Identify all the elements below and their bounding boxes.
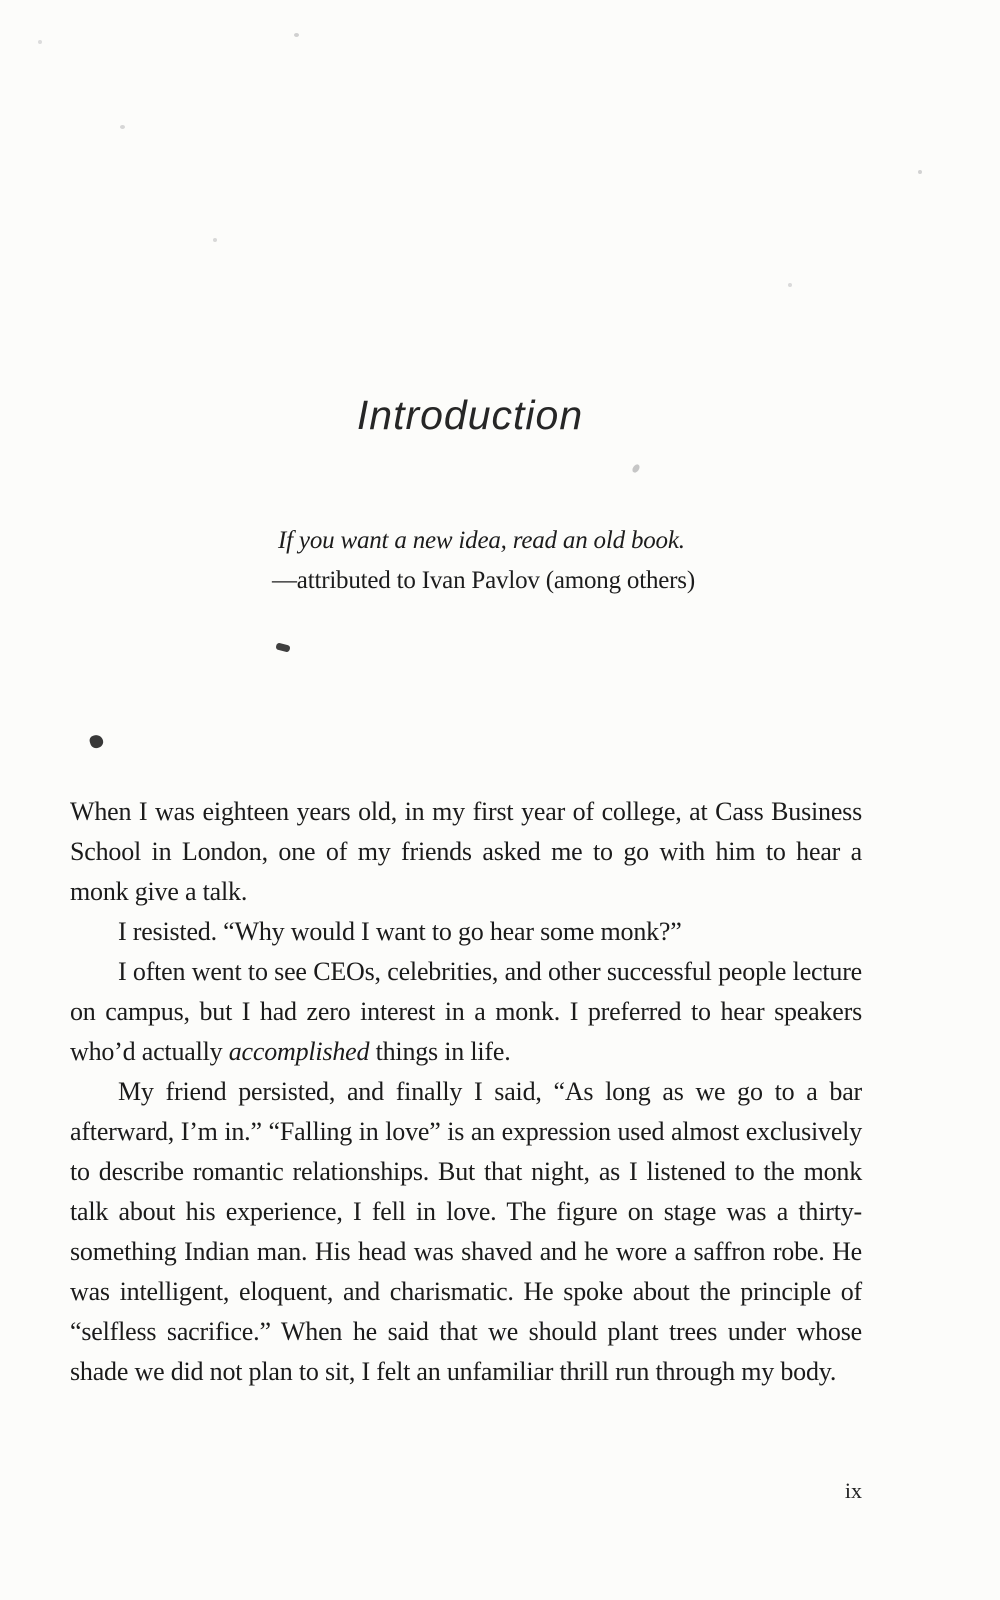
paragraph-3-text-post: things in life. [369,1037,511,1066]
epigraph [272,521,695,601]
chapter-title: Introduction [356,392,584,438]
scan-speck [631,463,641,474]
paragraph-2: I resisted. “Why would I want to go hear some monk?” [118,917,682,946]
scan-speck [918,170,922,174]
ink-speck [88,733,104,749]
ink-speck [275,642,290,652]
body-text [70,792,862,1392]
paragraph-4: My friend persisted, and finally I said, “As long as we go to a bar afterward, I’m in.” “Falling in love” is an expression used almost exclusively to describe romantic relationships. But that night, as I listened to the monk talk about his experience, I fell in love. The figure on stage was a thirty-something Indian man. His head was shaved and he wore a saffron robe. He was intelligent, eloquent, and charismatic. He spoke about the principle of “selfless sacrifice.” When he said that we should plant trees under whose shade we did not plan to sit, I felt an unfamiliar thrill run through my body. [70,1077,862,1386]
scan-speck [120,125,125,129]
paragraph-3-italic-word: accomplished [228,1037,370,1066]
scan-speck [38,40,42,44]
paragraph-3-text-pre: I often went to see CEOs, celebrities, and other successful people lecture on campus, but I had zero interest in a monk. I preferred to hear speakers who’d actually [70,957,862,1066]
scan-speck [788,283,792,287]
epigraph-attribution: —attributed to Ivan Pavlov (among others) [272,567,695,594]
scan-speck [294,33,299,37]
scan-speck [213,238,217,242]
paragraph-3 [70,952,862,1072]
epigraph-quote: If you want a new idea, read an old book. [278,527,685,554]
paragraph-1: When I was eighteen years old, in my first year of college, at Cass Business School in London, one of my friends asked me to go with him to hear a monk give a talk. [70,797,862,906]
page-number: ix [844,1478,862,1503]
